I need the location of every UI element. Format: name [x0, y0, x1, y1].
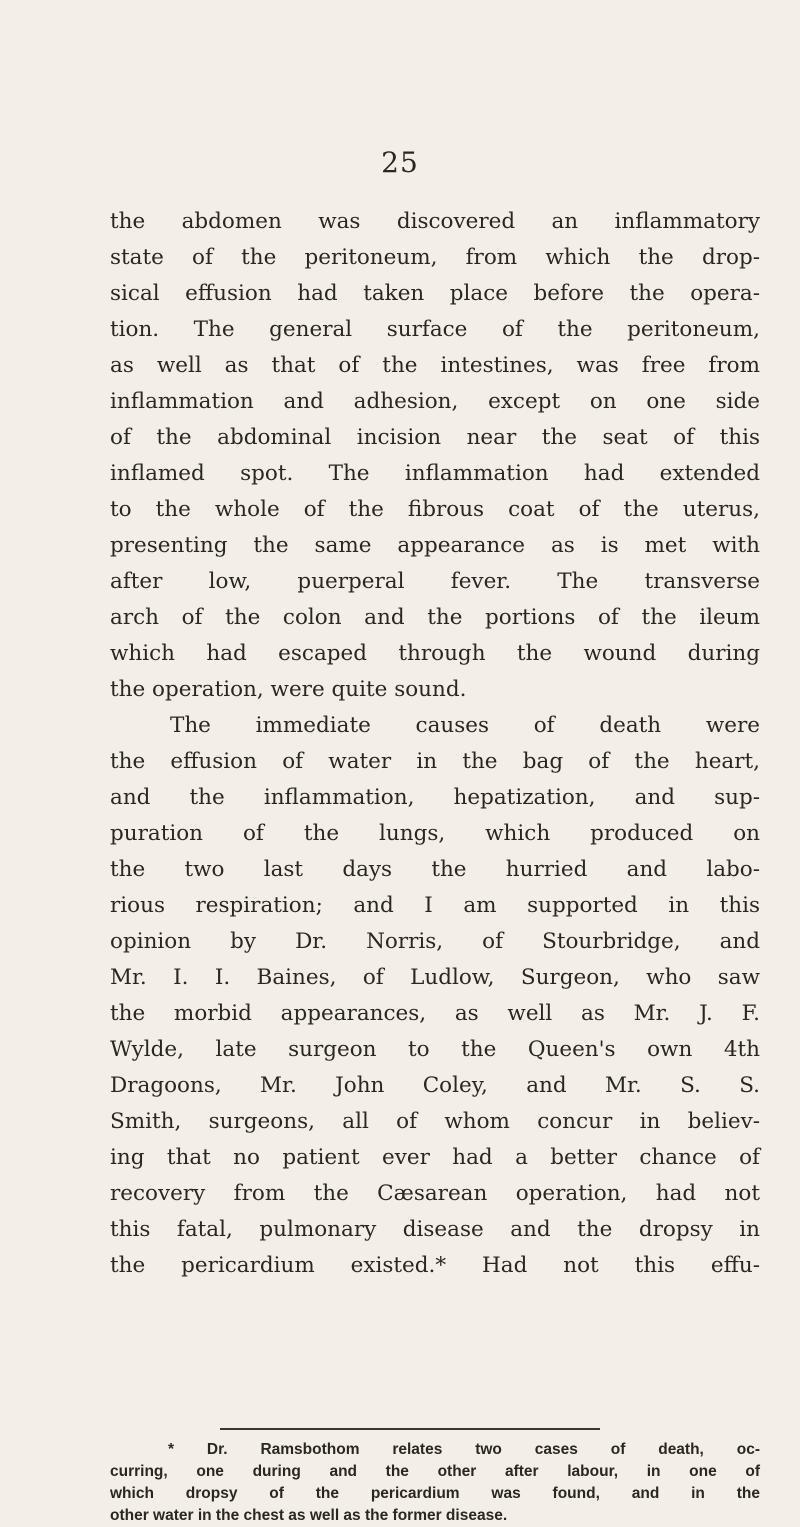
text-line: arch of the colon and the portions of the ileum: [110, 605, 760, 630]
text-line: opinion by Dr. Norris, of Stourbridge, and: [110, 929, 760, 954]
text-line: Wylde, late surgeon to the Queen's own 4th: [110, 1037, 760, 1062]
text-line: this fatal, pulmonary disease and the dropsy in: [110, 1217, 760, 1242]
text-line: which had escaped through the wound during: [110, 641, 760, 666]
text-line: inflammation and adhesion, except on one side: [110, 389, 760, 414]
text-line: the abdomen was discovered an inflammatory: [110, 209, 760, 234]
text-line: as well as that of the intestines, was free from: [110, 353, 760, 378]
text-line: Mr. I. I. Baines, of Ludlow, Surgeon, who saw: [110, 965, 760, 990]
text-line: the two last days the hurried and labo-: [110, 857, 760, 882]
text-line: inflamed spot. The inflammation had extended: [110, 461, 760, 486]
footnote-line: other water in the chest as well as the former disease.: [110, 1507, 508, 1524]
text-line: Dragoons, Mr. John Coley, and Mr. S. S.: [110, 1073, 760, 1098]
text-line: the morbid appearances, as well as Mr. J. F.: [110, 1001, 760, 1026]
text-line: state of the peritoneum, from which the drop-: [110, 245, 760, 270]
text-line: and the inflammation, hepatization, and sup-: [110, 785, 760, 810]
text-line: sical effusion had taken place before the opera-: [110, 281, 760, 306]
text-line: tion. The general surface of the peritoneum,: [110, 317, 760, 342]
footnote-divider: [220, 1428, 600, 1430]
text-line: after low, puerperal fever. The transverse: [110, 569, 760, 594]
footnote: [110, 1439, 760, 1527]
body-paragraph-2: [110, 708, 760, 1284]
text-line: puration of the lungs, which produced on: [110, 821, 760, 846]
footnote-line: curring, one during and the other after labour, in one of: [110, 1463, 760, 1480]
body-paragraph-1: [110, 204, 760, 708]
text-line: presenting the same appearance as is met with: [110, 533, 760, 558]
text-line: The immediate causes of death were: [170, 713, 760, 738]
text-line: of the abdominal incision near the seat of this: [110, 425, 760, 450]
text-line: the pericardium existed.* Had not this effu-: [110, 1253, 760, 1278]
text-line: Smith, surgeons, all of whom concur in believ-: [110, 1109, 760, 1134]
text-line: recovery from the Cæsarean operation, had not: [110, 1181, 760, 1206]
text-line: the effusion of water in the bag of the heart,: [110, 749, 760, 774]
footnote-line: * Dr. Ramsbothom relates two cases of death, oc-: [168, 1441, 760, 1458]
page-number: 25: [381, 146, 419, 179]
text-line: the operation, were quite sound.: [110, 677, 467, 702]
text-line: ing that no patient ever had a better chance of: [110, 1145, 760, 1170]
text-line: rious respiration; and I am supported in this: [110, 893, 760, 918]
footnote-line: which dropsy of the pericardium was found, and in the: [110, 1485, 760, 1502]
text-line: to the whole of the fibrous coat of the uterus,: [110, 497, 760, 522]
